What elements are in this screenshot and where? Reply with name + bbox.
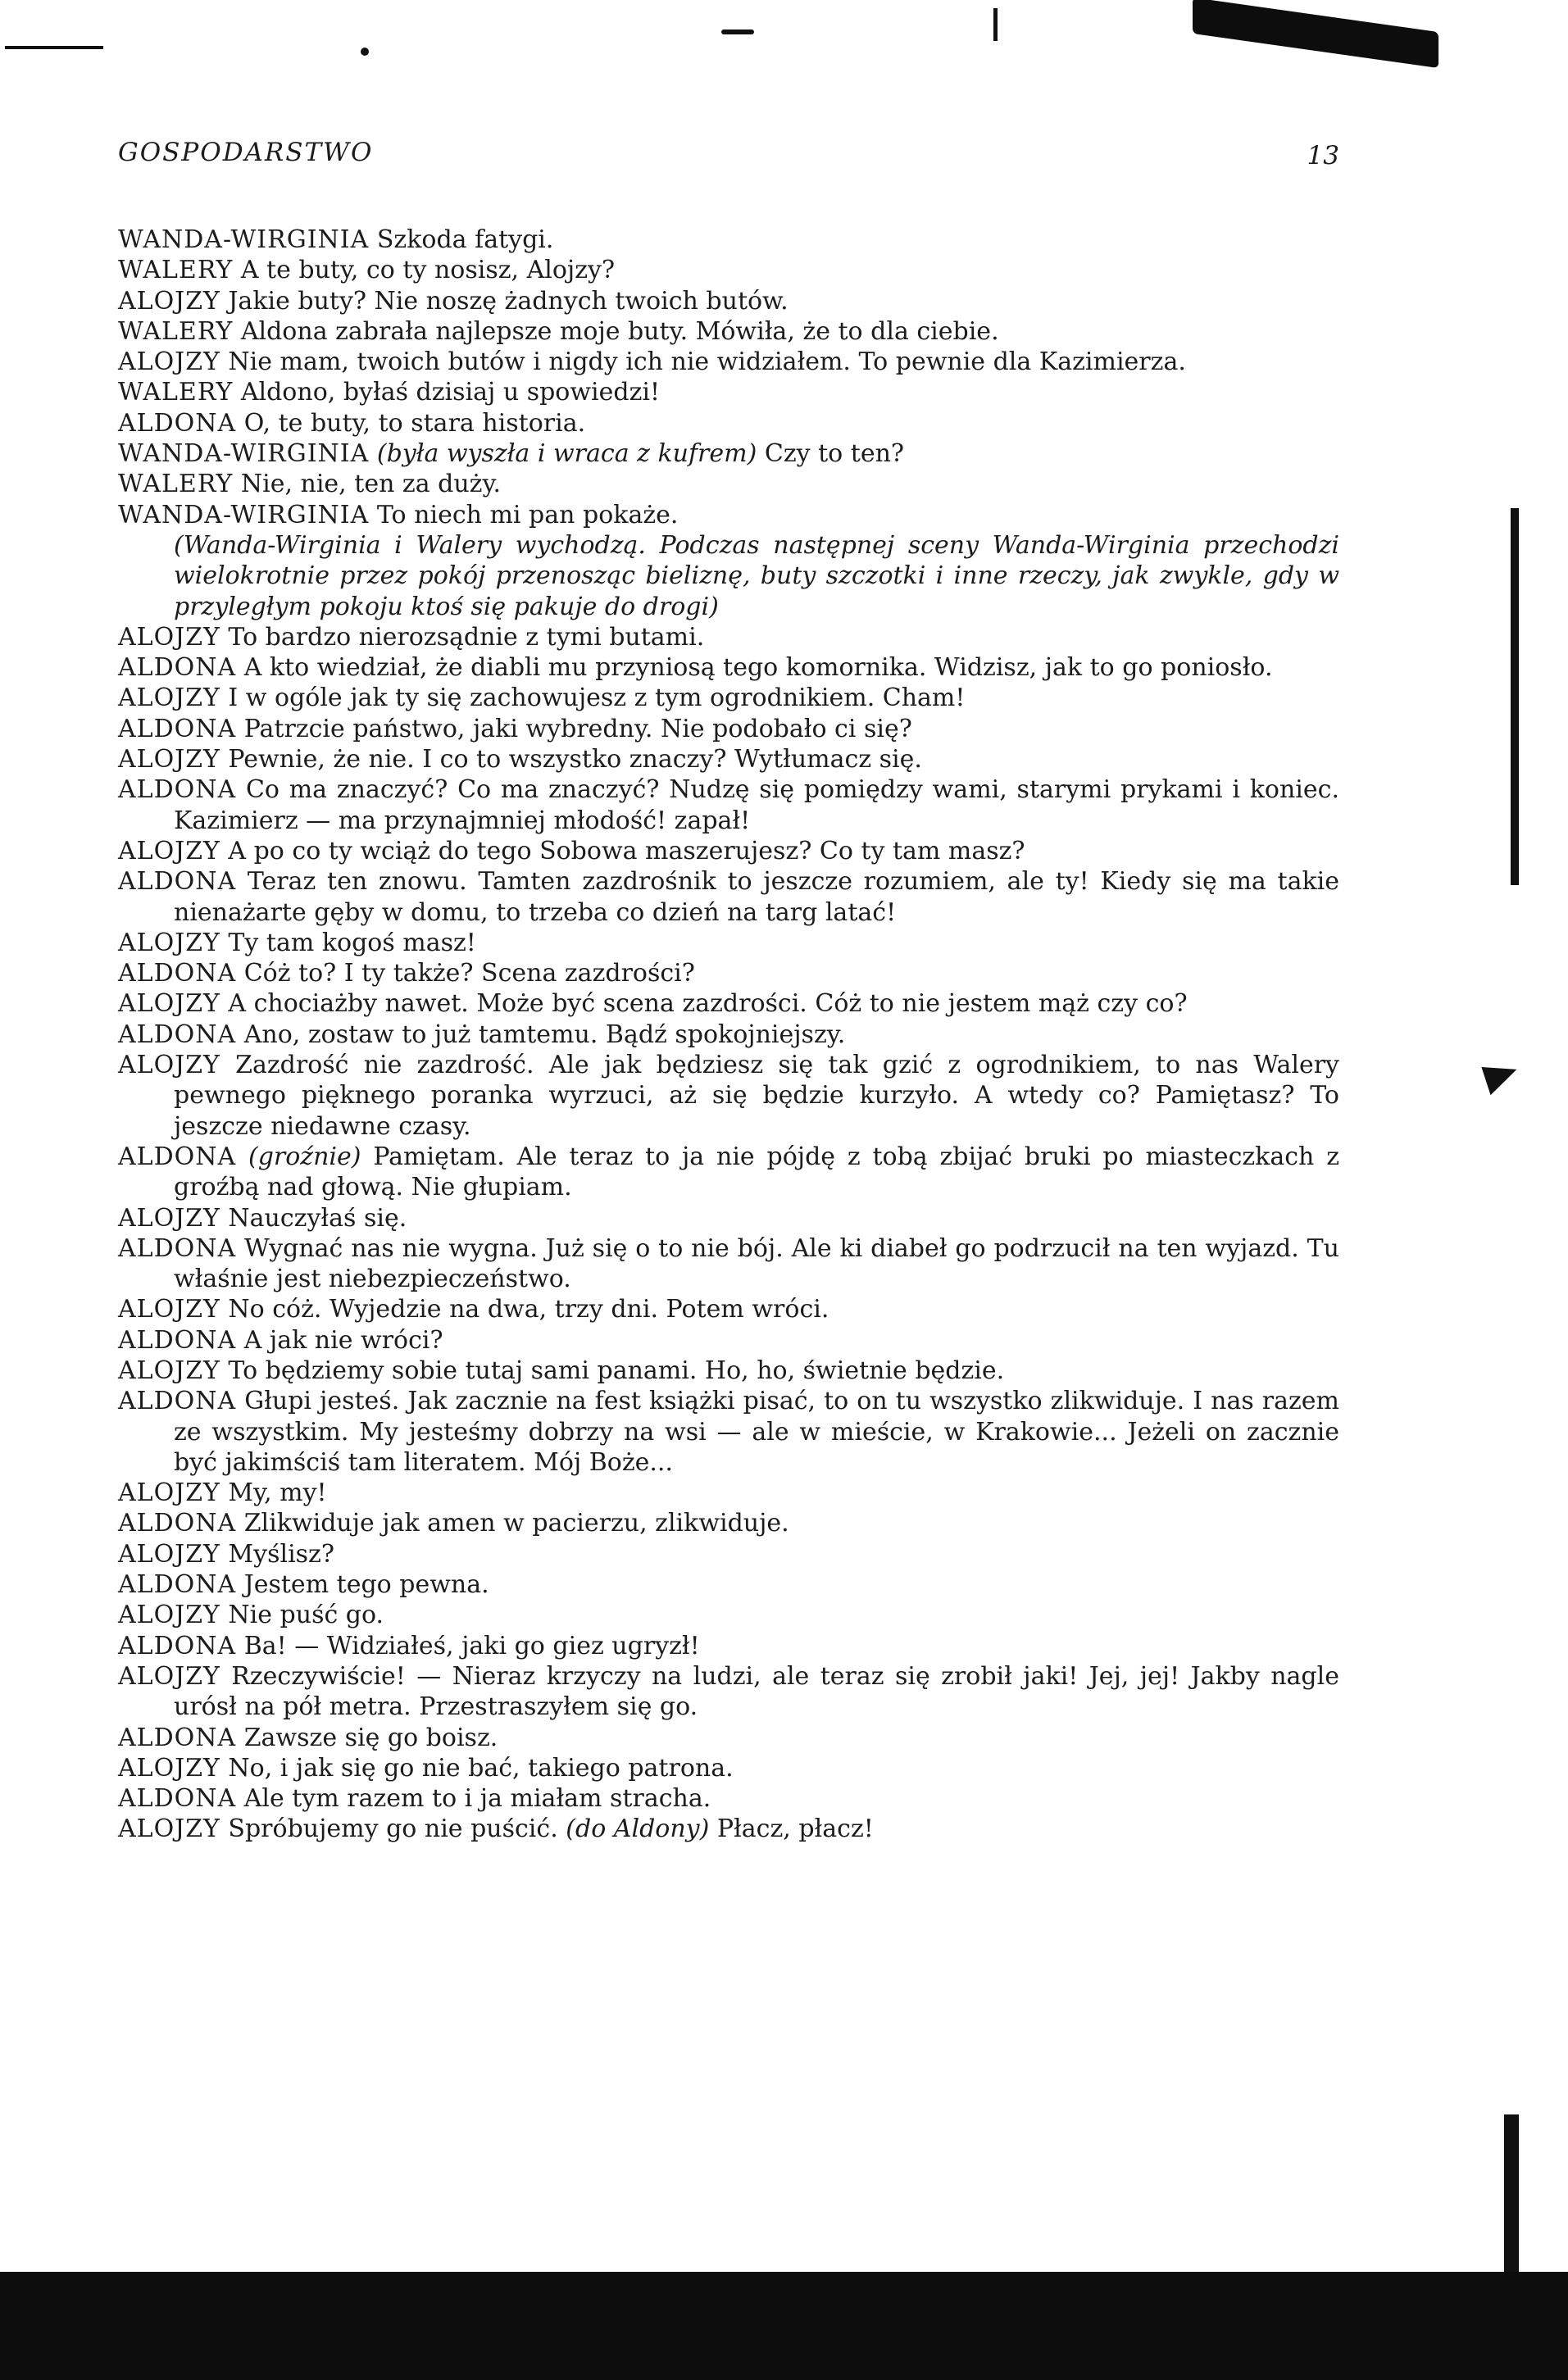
- speaker-name: ALDONA: [118, 1142, 237, 1171]
- spoken-text: Zazdrość nie zazdrość. Ale jak będziesz się tak gzić z ogrodnikiem, to nas Walery pewnego pięknego poranka wyrzuci, aż się będzie kurzyło. A wtedy co? Pamiętasz? To jeszcze niedawne czasy.: [174, 1051, 1339, 1141]
- speaker-name: ALDONA: [118, 1233, 237, 1263]
- spoken-text: O, te buty, to stara historia.: [243, 408, 586, 438]
- dialogue-line: [118, 683, 1339, 713]
- dialogue-line: [118, 1356, 1339, 1386]
- dialogue-line: [118, 622, 1339, 652]
- speaker-name: ALDONA: [118, 653, 237, 683]
- dialogue-line: [118, 1631, 1339, 1661]
- speaker-name: ALDONA: [118, 1723, 237, 1752]
- dialogue-line: [118, 225, 1339, 255]
- spoken-text: Cóż to? I ty także? Scena zazdrości?: [243, 959, 695, 988]
- spoken-text: To niech mi pan pokaże.: [376, 500, 679, 529]
- dialogue-line: [118, 1478, 1339, 1508]
- dialogue-line: [118, 1325, 1339, 1356]
- spoken-text: Nauczyłaś się.: [228, 1203, 407, 1233]
- dialogue-line: [118, 652, 1339, 683]
- dialogue-line: [118, 469, 1339, 499]
- speaker-name: ALDONA: [118, 1387, 237, 1416]
- dialogue-line: [118, 988, 1339, 1019]
- spoken-text: I w ogóle jak ty się zachowujesz z tym ogrodnikiem. Cham!: [228, 684, 966, 713]
- spoken-text: Pamiętam. Ale teraz to ja nie pójdę z tobą zbijać bruki po miasteczkach z groźbą nad głową. Nie głupiam.: [174, 1142, 1339, 1202]
- speaker-name: ALOJZY: [118, 1203, 220, 1233]
- stage-direction-inline: (była wyszła i wraca z kufrem): [376, 439, 757, 469]
- speaker-name: WALERY: [118, 470, 234, 499]
- spoken-text: Zlikwiduje jak amen w pacierzu, zlikwiduje.: [243, 1509, 789, 1538]
- spoken-text: A po co ty wciąż do tego Sobowa maszerujesz? Co ty tam masz?: [228, 836, 1025, 865]
- scan-arrow-mark: [1481, 1057, 1521, 1096]
- play-text: [118, 225, 1339, 1845]
- speaker-name: ALOJZY: [118, 989, 220, 1019]
- speaker-name: ALOJZY: [118, 1356, 220, 1385]
- speaker-name: WANDA-WIRGINIA: [118, 225, 370, 254]
- speaker-name: ALOJZY: [118, 1295, 220, 1324]
- spoken-text: Co ma znaczyć? Co ma znaczyć? Nudzę się pomiędzy wami, starymi prykami i koniec. Kazimierz — ma przynajmniej młodość! zapał!: [174, 775, 1339, 835]
- spoken-text: Głupi jesteś. Jak zacznie na fest książki pisać, to on tu wszystko zlikwiduje. I nas razem ze wszystkim. My jesteśmy dobrzy na wsi — ale w mieście, w Krakowie... Jeżeli on zacznie być jakimściś tam literatem. Mój Boże...: [174, 1387, 1339, 1477]
- speaker-name: ALDONA: [118, 1020, 237, 1049]
- scan-artifact-top: [1193, 0, 1438, 68]
- scan-edge-streak: [1504, 2114, 1519, 2278]
- speaker-name: WALERY: [118, 378, 234, 407]
- scan-speck: [721, 30, 754, 34]
- spoken-text: Płacz, płacz!: [716, 1815, 874, 1844]
- scan-speck: [993, 8, 998, 41]
- dialogue-line: [118, 1142, 1339, 1203]
- spoken-text: Aldono, byłaś dzisiaj u spowiedzi!: [240, 378, 661, 407]
- dialogue-line: [118, 1753, 1339, 1783]
- speaker-name: ALDONA: [118, 1570, 237, 1600]
- speaker-name: ALOJZY: [118, 1661, 220, 1691]
- speaker-name: ALOJZY: [118, 286, 220, 316]
- speaker-name: ALDONA: [118, 1784, 237, 1814]
- spoken-text: No, i jak się go nie bać, takiego patrona.: [228, 1753, 734, 1783]
- speaker-name: ALOJZY: [118, 684, 220, 713]
- speaker-name: WANDA-WIRGINIA: [118, 500, 370, 529]
- spoken-text: Spróbujemy go nie puścić.: [228, 1815, 558, 1844]
- spoken-text: To bardzo nierozsądnie z tymi butami.: [228, 622, 705, 652]
- spoken-text: Jestem tego pewna.: [243, 1570, 489, 1600]
- spoken-text: Pewnie, że nie. I co to wszystko znaczy? Wytłumacz się.: [228, 745, 922, 774]
- dialogue-line: [118, 1233, 1339, 1295]
- spoken-text: Ty tam kogoś masz!: [228, 928, 476, 957]
- speaker-name: ALOJZY: [118, 745, 220, 774]
- speaker-name: ALOJZY: [118, 836, 220, 865]
- spoken-text: A kto wiedział, że diabli mu przyniosą tego komornika. Widzisz, jak to go poniosło.: [243, 653, 1273, 683]
- spoken-text: Nie mam, twoich butów i nigdy ich nie widziałem. To pewnie dla Kazimierza.: [228, 347, 1186, 377]
- dialogue-line: [118, 347, 1339, 377]
- dialogue-line: [118, 316, 1339, 347]
- spoken-text: Myślisz?: [228, 1539, 334, 1569]
- spoken-text: Wygnać nas nie wygna. Już się o to nie bój. Ale ki diabeł go podrzucił na ten wyjazd. Tu właśnie jest niebezpieczeństwo.: [174, 1233, 1339, 1294]
- speaker-name: ALDONA: [118, 714, 237, 743]
- spoken-text: My, my!: [228, 1478, 327, 1508]
- spoken-text: Ano, zostaw to już tamtemu. Bądź spokojniejszy.: [243, 1020, 846, 1049]
- spoken-text: A jak nie wróci?: [243, 1325, 443, 1355]
- dialogue-line: [118, 866, 1339, 928]
- spoken-text: A te buty, co ty nosisz, Alojzy?: [240, 256, 616, 285]
- page-header: [118, 138, 1339, 179]
- spoken-text: Nie, nie, ten za duży.: [240, 470, 501, 499]
- spoken-text: Ale tym razem to i ja miałam stracha.: [243, 1784, 711, 1814]
- speaker-name: ALOJZY: [118, 1753, 220, 1783]
- speaker-name: ALOJZY: [118, 928, 220, 957]
- stage-direction-inline: (groźnie): [248, 1142, 361, 1171]
- running-title: GOSPODARSTWO: [118, 138, 374, 167]
- dialogue-line: [118, 1539, 1339, 1569]
- speaker-name: ALDONA: [118, 1325, 237, 1355]
- scan-edge-streak: [1511, 508, 1519, 885]
- dialogue-line: [118, 255, 1339, 285]
- dialogue-line: [118, 1661, 1339, 1723]
- dialogue-line: [118, 377, 1339, 407]
- spoken-text: Patrzcie państwo, jaki wybredny. Nie podobało ci się?: [243, 714, 912, 743]
- speaker-name: ALOJZY: [118, 622, 220, 652]
- dialogue-line: [118, 1569, 1339, 1600]
- speaker-name: ALOJZY: [118, 347, 220, 377]
- speaker-name: WALERY: [118, 256, 234, 285]
- dialogue-line: [118, 836, 1339, 866]
- spoken-text: To będziemy sobie tutaj sami panami. Ho, ho, świetnie będzie.: [228, 1356, 1005, 1385]
- speaker-name: ALOJZY: [118, 1539, 220, 1569]
- speaker-name: ALOJZY: [118, 1601, 220, 1630]
- spoken-text: Zawsze się go boisz.: [243, 1723, 498, 1752]
- speaker-name: ALOJZY: [118, 1478, 220, 1508]
- dialogue-line: [118, 958, 1339, 988]
- dialogue-line: [118, 438, 1339, 469]
- scan-speck: [361, 48, 369, 56]
- speaker-name: ALDONA: [118, 959, 237, 988]
- dialogue-line: [118, 1723, 1339, 1753]
- spoken-text: Szkoda fatygi.: [376, 225, 554, 254]
- speaker-name: ALDONA: [118, 1631, 237, 1660]
- spoken-text: Jakie buty? Nie noszę żadnych twoich butów.: [228, 286, 789, 316]
- spoken-text: Czy to ten?: [764, 439, 904, 469]
- dialogue-line: [118, 286, 1339, 316]
- speaker-name: ALOJZY: [118, 1051, 220, 1080]
- speaker-name: ALDONA: [118, 1509, 237, 1538]
- dialogue-line: [118, 928, 1339, 958]
- dialogue-line: [118, 714, 1339, 744]
- stage-direction-inline: (do Aldony): [566, 1815, 710, 1844]
- dialogue-line: [118, 1814, 1339, 1844]
- dialogue-line: [118, 1203, 1339, 1233]
- speaker-name: WANDA-WIRGINIA: [118, 439, 370, 469]
- speaker-name: WALERY: [118, 316, 234, 346]
- speaker-name: ALDONA: [118, 775, 237, 805]
- spoken-text: Teraz ten znowu. Tamten zazdrośnik to jeszcze rozumiem, ale ty! Kiedy się ma takie nienażarte gęby w domu, to trzeba co dzień na targ latać!: [174, 867, 1339, 927]
- dialogue-line: [118, 1386, 1339, 1478]
- dialogue-line: [118, 1020, 1339, 1050]
- spoken-text: No cóż. Wyjedzie na dwa, trzy dni. Potem wróci.: [228, 1295, 829, 1324]
- dialogue-line: [118, 1508, 1339, 1538]
- dialogue-line: [118, 774, 1339, 836]
- dialogue-line: [118, 744, 1339, 774]
- dialogue-line: [118, 1783, 1339, 1814]
- spoken-text: Ba! — Widziałeś, jaki go giez ugryzł!: [243, 1631, 700, 1660]
- speaker-name: ALDONA: [118, 408, 237, 438]
- dialogue-line: [118, 408, 1339, 438]
- dialogue-line: [118, 1600, 1339, 1630]
- spoken-text: Nie puść go.: [228, 1601, 384, 1630]
- dialogue-line: [118, 1050, 1339, 1142]
- scan-artifact-bottom: [0, 2272, 1568, 2380]
- scan-speck: [5, 46, 103, 49]
- dialogue-line: [118, 1294, 1339, 1324]
- spoken-text: A chociażby nawet. Może być scena zazdrości. Cóż to nie jestem mąż czy co?: [228, 989, 1188, 1019]
- speaker-name: ALOJZY: [118, 1815, 220, 1844]
- spoken-text: Rzeczywiście! — Nieraz krzyczy na ludzi, ale teraz się zrobił jaki! Jej, jej! Jakby nagle urósł na pół metra. Przestraszyłem się go.: [174, 1661, 1339, 1722]
- stage-direction: (Wanda-Wirginia i Walery wychodzą. Podczas następnej sceny Wanda-Wirginia przechodzi wielokrotnie przez pokój przenosząc bieliznę, buty szczotki i inne rzeczy, jak zwykle, gdy w przyległym pokoju ktoś się pakuje do drogi): [174, 530, 1339, 621]
- page-number: 13: [1307, 141, 1339, 170]
- spoken-text: Aldona zabrała najlepsze moje buty. Mówiła, że to dla ciebie.: [240, 316, 999, 346]
- dialogue-line: [118, 500, 1339, 530]
- speaker-name: ALDONA: [118, 867, 237, 897]
